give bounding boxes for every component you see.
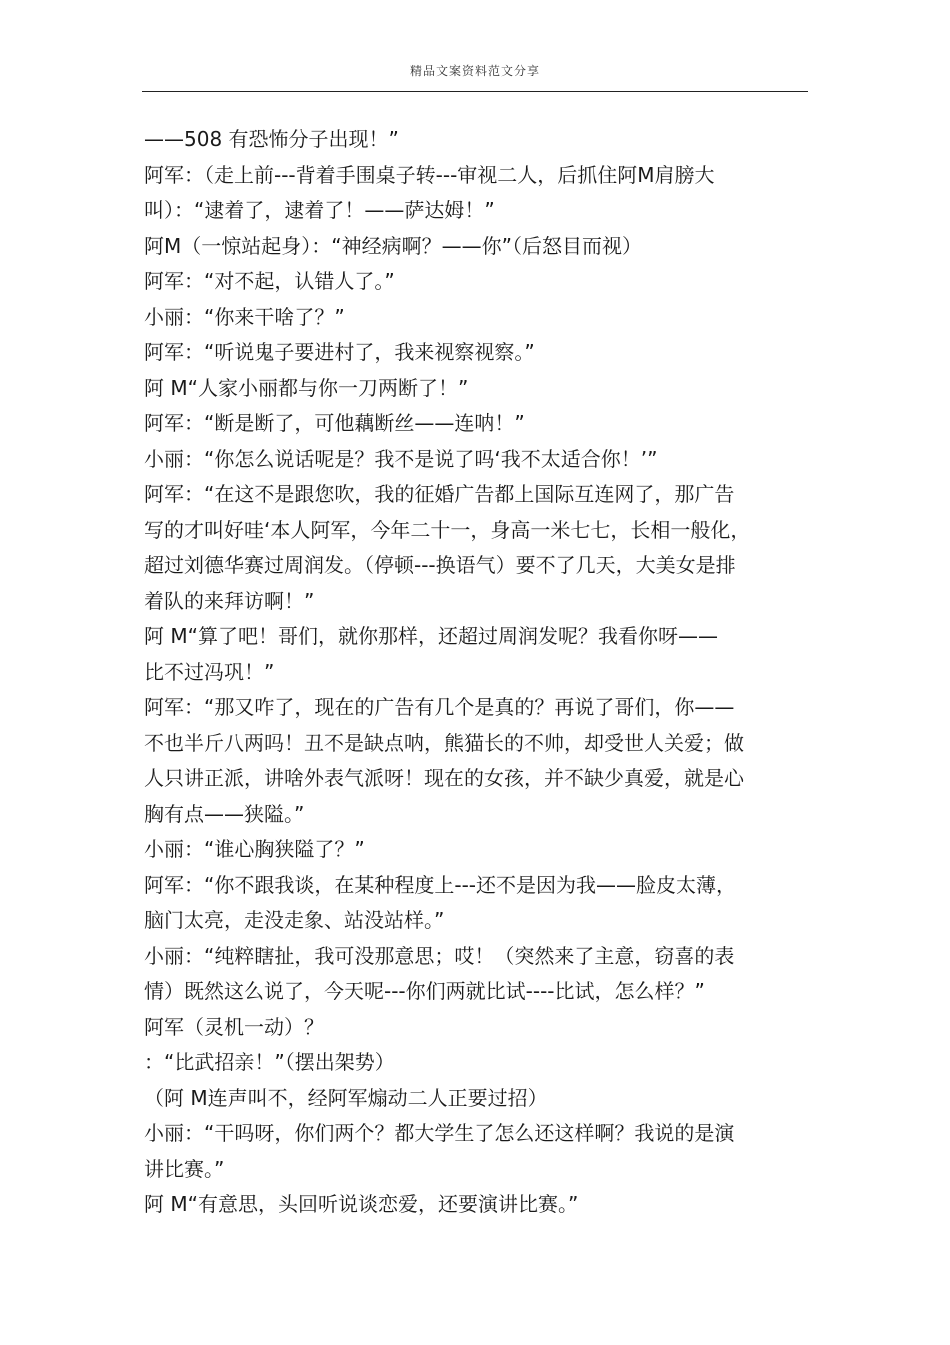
script-line: 脑门太亮，走没走象、站没站样。” xyxy=(144,908,445,932)
script-line: 叫）：“逮着了，逮着了！——萨达姆！” xyxy=(144,198,495,222)
header-divider xyxy=(142,91,808,92)
script-line: 胸有点——狭隘。” xyxy=(144,801,305,826)
script-line: （阿 M连声叫不，经阿军煽动二人正要过招） xyxy=(144,1085,548,1110)
script-body xyxy=(144,122,794,1223)
script-line: 阿军：“对不起，认错人了。” xyxy=(144,269,395,293)
script-line: 阿军：（走上前---背着手围桌子转---审视二人，后抓住阿M肩膀大 xyxy=(144,162,715,187)
script-line: 写的才叫好哇‘本人阿军，今年二十一，身高一米七七，长相一般化， xyxy=(144,517,751,542)
script-line: 阿军：“那又咋了，现在的广告有几个是真的？再说了哥们，你—— xyxy=(144,695,735,719)
page-header: 精品文案资料范文分享 xyxy=(409,64,540,78)
script-line: 阿军：“你不跟我谈，在某种程度上---还不是因为我——脸皮太薄， xyxy=(144,872,737,897)
script-line: 小丽：“你来干啥了？” xyxy=(144,304,345,329)
script-line: 阿 M“人家小丽都与你一刀两断了！” xyxy=(144,375,469,400)
script-line: 阿军：“听说鬼子要进村了，我来视察视察。” xyxy=(144,340,535,364)
script-line: ——508 有恐怖分子出现！” xyxy=(144,127,399,151)
script-line: 阿 M“有意思，头回听说谈恋爱，还要演讲比赛。” xyxy=(144,1192,579,1216)
script-line: 小丽：“你怎么说话呢是？我不是说了吗‘我不太适合你！’” xyxy=(144,446,658,471)
script-line: 阿军：“断是断了，可他藕断丝——连呐！” xyxy=(144,411,525,435)
script-line: 讲比赛。” xyxy=(144,1156,225,1181)
script-line: 小丽：“干吗呀，你们两个？都大学生了怎么还这样啊？我说的是演 xyxy=(144,1121,735,1145)
script-line: 不也半斤八两吗！丑不是缺点呐，熊猫长的不帅，却受世人关爱；做 xyxy=(144,730,744,755)
script-line: 阿军：“在这不是跟您吹，我的征婚广告都上国际互连网了，那广告 xyxy=(144,482,735,506)
script-line: 阿军（灵机一动）？ xyxy=(144,1014,324,1039)
script-line: 着队的来拜访啊！” xyxy=(144,588,315,613)
script-line: 超过刘德华赛过周润发。（停顿---换语气）要不了几天，大美女是排 xyxy=(144,553,736,577)
script-line: 小丽：“谁心胸狭隘了？” xyxy=(144,837,365,861)
script-line: ：“比武招亲！”（摆出架势） xyxy=(144,1050,395,1074)
script-line: 阿 M“算了吧！哥们，就你那样，还超过周润发呢？我看你呀—— xyxy=(144,624,718,648)
script-line: 人只讲正派，讲啥外表气派呀！现在的女孩，并不缺少真爱，就是心 xyxy=(144,766,744,790)
script-line: 情）既然这么说了，今天呢---你们两就比试----比试，怎么样？” xyxy=(144,979,705,1003)
script-line: 小丽：“纯粹瞎扯，我可没那意思；哎！（突然来了主意，窃喜的表 xyxy=(144,943,735,968)
script-line: 比不过冯巩！” xyxy=(144,659,275,684)
script-line: 阿M（一惊站起身）：“神经病啊？——你”（后怒目而视） xyxy=(144,233,642,258)
